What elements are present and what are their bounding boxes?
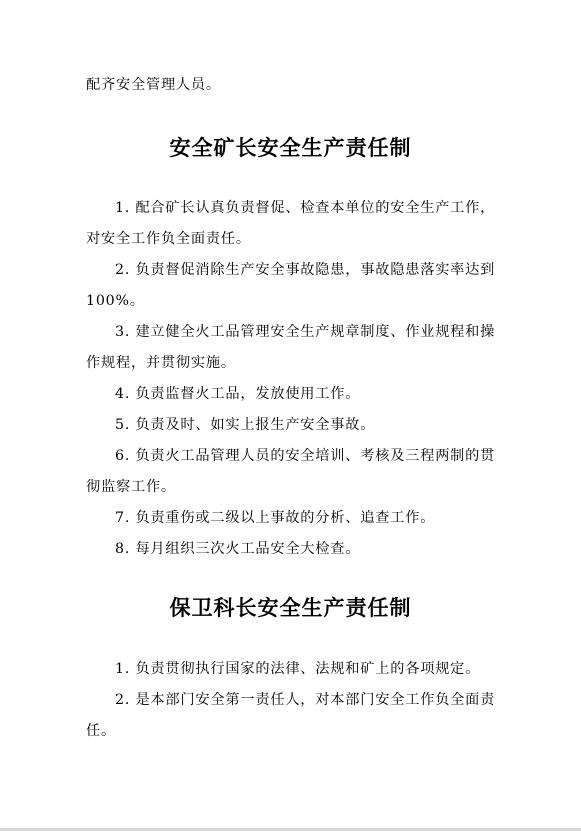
section1-item-8: 8. 每月组织三次火工品安全大检查。 bbox=[115, 541, 361, 557]
section1-item-7: 7. 负责重伤或二级以上事故的分析、追查工作。 bbox=[115, 510, 436, 526]
section1-item-1: 1. 配合矿长认真负责督促、检查本单位的安全生产工作，对安全工作负全面责任。 bbox=[86, 200, 496, 247]
section1-item-6: 6. 负责火工品管理人员的安全培训、考核及三程两制的贯彻监察工作。 bbox=[86, 448, 496, 495]
section2-title: 保卫科长安全生产责任制 bbox=[169, 595, 412, 620]
section2-item-1: 1. 负责贯彻执行国家的法律、法规和矿上的各项规定。 bbox=[115, 661, 481, 677]
section1-item-2: 2. 负责督促消除生产安全事故隐患，事故隐患落实率达到 100%。 bbox=[86, 262, 496, 309]
section2-list bbox=[86, 654, 496, 747]
section1-item-4: 4. 负责监督火工品，发放使用工作。 bbox=[115, 386, 361, 402]
section2-item-2: 2. 是本部门安全第一责任人，对本部门安全工作负全面责任。 bbox=[86, 692, 496, 739]
section1-item-5: 5. 负责及时、如实上报生产安全事故。 bbox=[115, 417, 376, 433]
top-fragment-block bbox=[86, 70, 496, 101]
section1-list bbox=[86, 193, 496, 565]
section1-title: 安全矿长安全生产责任制 bbox=[169, 135, 412, 160]
section1-item-3: 3. 建立健全火工品管理安全生产规章制度、作业规程和操作规程，并贯彻实施。 bbox=[86, 324, 496, 371]
top-fragment-text: 配齐安全管理人员。 bbox=[86, 77, 221, 93]
